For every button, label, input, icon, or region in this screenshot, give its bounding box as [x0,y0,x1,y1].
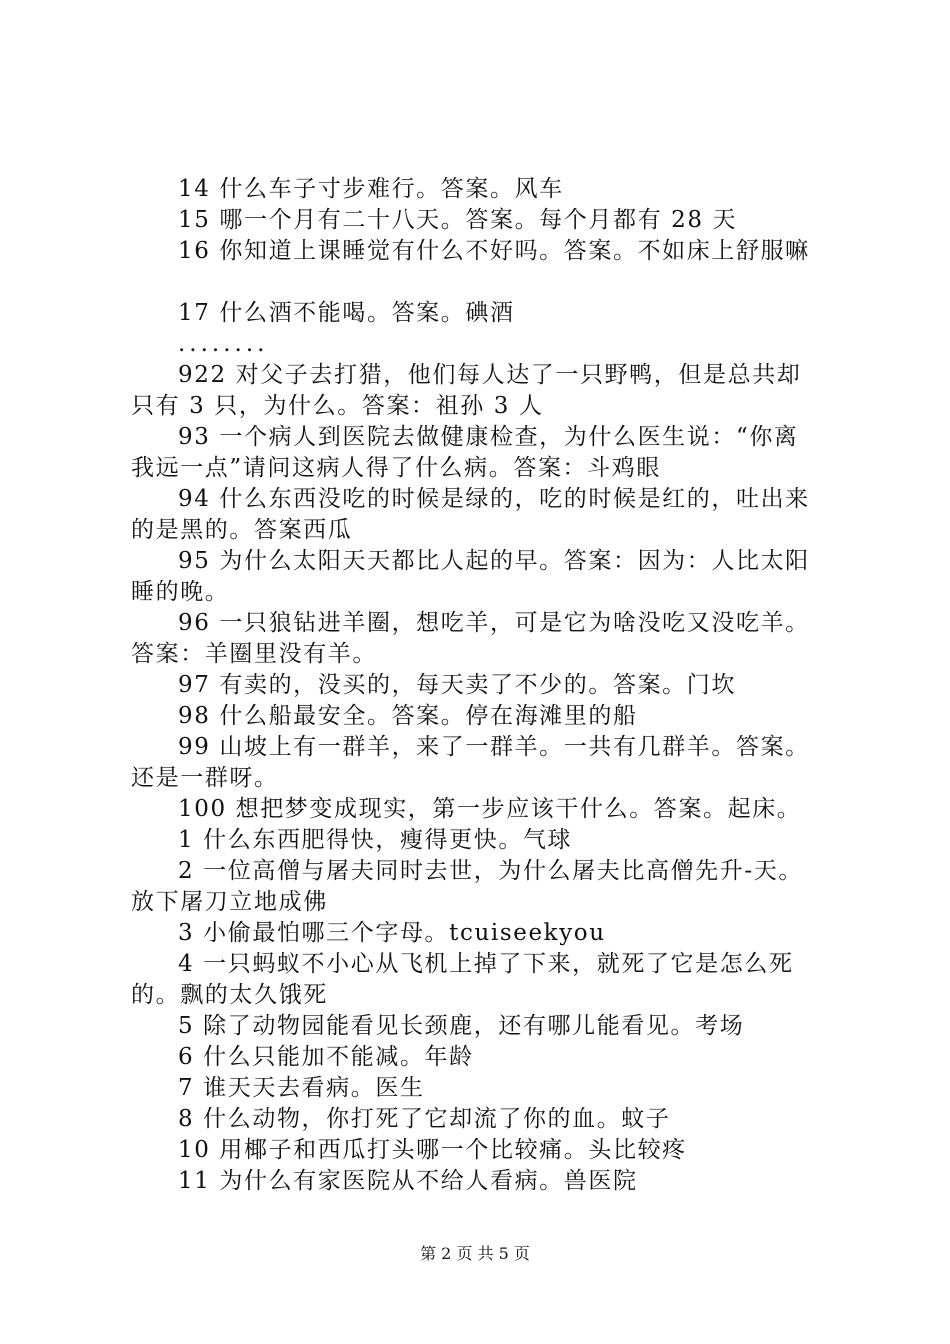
text-line: 96 一只狼钻进羊圈，想吃羊，可是它为啥没吃又没吃羊。 [178,610,810,636]
text-line: 99 山坡上有一群羊，来了一群羊。一共有几群羊。答案。 [178,734,810,760]
text-line: 的是黑的。答案西瓜 [131,517,353,543]
text-line: 10 用椰子和西瓜打头哪一个比较痛。头比较疼 [178,1137,687,1163]
riddle-list [131,174,831,1197]
text-line: 16 你知道上课睡觉有什么不好吗。答案。不如床上舒服嘛 [178,238,810,264]
text-line: 14 什么车子寸步难行。答案。风车 [178,176,564,202]
text-line: 94 什么东西没吃的时候是绿的，吃的时候是红的，吐出来 [178,486,810,512]
text-line: 93 一个病人到医院去做健康检查，为什么医生说：“你离 [178,424,799,450]
text-line: 3 小偷最怕哪三个字母。tcuiseekyou [178,920,606,946]
text-line: 睡的晚。 [131,579,230,605]
text-line: 放下屠刀立地成佛 [131,889,328,915]
text-line: 7 谁天天去看病。医生 [178,1075,425,1101]
text-line: 95 为什么太阳天天都比人起的早。答案：因为：人比太阳 [178,548,810,574]
text-line: 我远一点”请问这病人得了什么病。答案：斗鸡眼 [131,455,661,481]
text-line: 5 除了动物园能看见长颈鹿，还有哪儿能看见。考场 [178,1013,745,1039]
text-line: 97 有卖的，没买的，每天卖了不少的。答案。门坎 [178,672,736,698]
text-line: 2 一位高僧与屠夫同时去世，为什么屠夫比高僧先升-天。 [178,858,803,884]
text-line: 6 什么只能加不能减。年龄 [178,1044,474,1070]
text-line: 11 为什么有家医院从不给人看病。兽医院 [178,1168,638,1194]
page-footer: 第 2 页 共 5 页 [420,1244,530,1263]
text-line: 答案：羊圈里没有羊。 [131,641,377,667]
text-line: 100 想把梦变成现实，第一步应该干什么。答案。起床。 [178,796,802,822]
text-line: 的。飘的太久饿死 [131,982,328,1008]
text-line: 17 什么酒不能喝。答案。碘酒 [178,300,515,326]
text-line: 4 一只蚂蚁不小心从飞机上掉了下来，就死了它是怎么死 [178,951,794,977]
text-line: 1 什么东西肥得快，瘦得更快。气球 [178,827,573,853]
text-line: 8 什么动物，你打死了它却流了你的血。蚊子 [178,1106,671,1132]
text-line: 922 对父子去打猎，他们每人达了一只野鸭，但是总共却 [178,362,802,388]
text-line: 只有 3 只，为什么。答案：祖孙 3 人 [131,393,544,419]
text-line: 15 哪一个月有二十八天。答案。每个月都有 28 天 [178,207,738,233]
text-line: ........ [178,331,269,357]
blank-line [131,267,831,298]
text-line: 98 什么船最安全。答案。停在海滩里的船 [178,703,638,729]
text-line: 还是一群呀。 [131,765,279,791]
